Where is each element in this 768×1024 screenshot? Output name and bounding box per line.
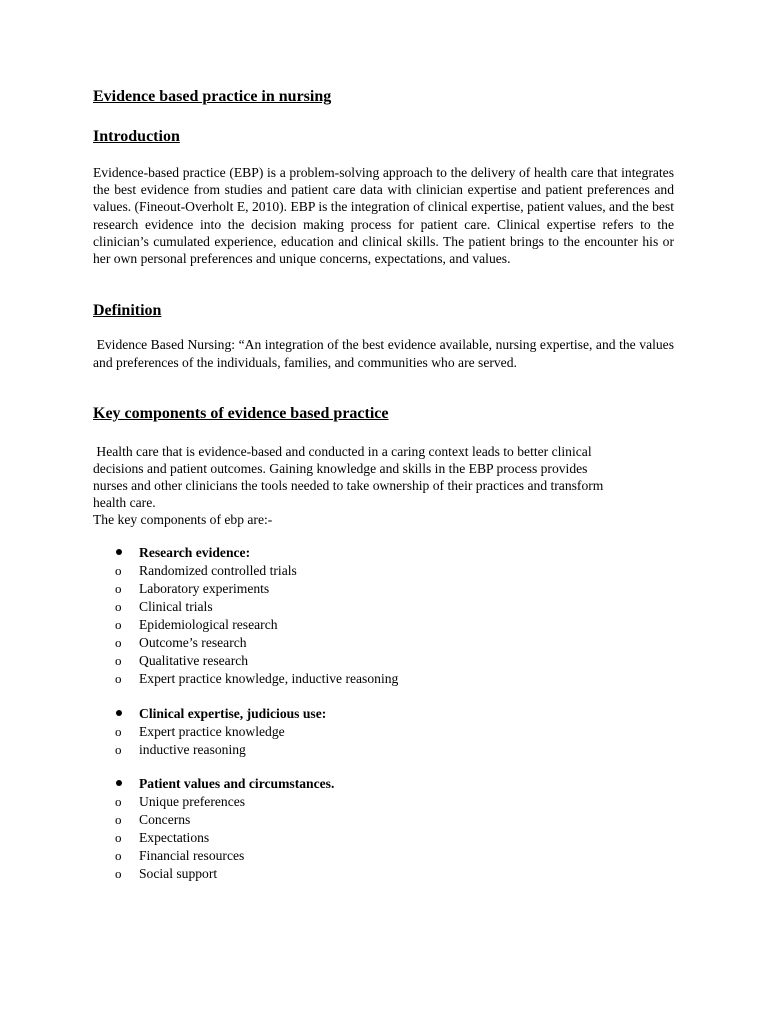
list-item-text: Qualitative research: [139, 653, 249, 668]
hollow-circle-bullet-icon: o: [115, 599, 122, 614]
document-title: Evidence based practice in nursing: [93, 88, 332, 105]
group-heading-row: [93, 775, 674, 793]
group-heading-row: [93, 705, 674, 723]
list-item: [93, 829, 674, 847]
hollow-circle-bullet-icon: o: [115, 635, 122, 650]
list-item: [93, 723, 674, 741]
hollow-circle-bullet-icon: o: [115, 866, 122, 881]
hollow-circle-bullet-icon: o: [115, 671, 122, 686]
hollow-circle-bullet-icon: o: [115, 812, 122, 827]
hollow-circle-bullet-icon: o: [115, 742, 122, 757]
list-item-text: Unique preferences: [139, 794, 246, 809]
list-item: [93, 580, 674, 598]
introduction-paragraph: Evidence-based practice (EBP) is a problem-solving approach to the delivery of health care that integrates the best evidence from studies and patient care data with clinician expertise and patient preferences and values. (Fineout-Overholt E, 2010). EBP is the integration of clinical expertise, patient values, and the best research evidence into the decision making process for patient care. Clinical expertise refers to the clinician’s cumulated experience, education and clinical skills. The patient brings to the encounter his or her own personal preferences and unique concerns, expectations, and values.: [93, 165, 674, 267]
list-item: [93, 847, 674, 865]
list-item-text: Social support: [139, 866, 218, 881]
hollow-circle-bullet-icon: o: [115, 617, 122, 632]
group-heading: Clinical expertise, judicious use:: [139, 706, 327, 721]
component-group-patient-values: [93, 775, 674, 883]
list-item-text: inductive reasoning: [139, 742, 246, 757]
hollow-circle-bullet-icon: o: [115, 794, 122, 809]
component-group-research-evidence: [93, 544, 674, 688]
list-item: [93, 670, 674, 688]
key-components-heading: Key components of evidence based practice: [93, 405, 389, 422]
list-item: [93, 562, 674, 580]
hollow-circle-bullet-icon: o: [115, 563, 122, 578]
hollow-circle-bullet-icon: o: [115, 830, 122, 845]
list-item: [93, 741, 674, 759]
list-item: [93, 811, 674, 829]
list-item-text: Expert practice knowledge: [139, 724, 285, 739]
list-item: [93, 793, 674, 811]
list-item: [93, 598, 674, 616]
hollow-circle-bullet-icon: o: [115, 724, 122, 739]
definition-heading: Definition: [93, 302, 162, 319]
hollow-circle-bullet-icon: o: [115, 581, 122, 596]
list-item-text: Epidemiological research: [139, 617, 278, 632]
list-item-text: Financial resources: [139, 848, 245, 863]
key-components-lead: The key components of ebp are:-: [93, 512, 273, 527]
list-item-text: Concerns: [139, 812, 191, 827]
group-heading: Patient values and circumstances.: [139, 776, 335, 791]
bullet-icon: [115, 775, 129, 793]
list-item-text: Clinical trials: [139, 599, 213, 614]
definition-paragraph: Evidence Based Nursing: “An integration of the best evidence available, nursing expertise, and the values and preferences of the individuals, families, and communities who are served.: [93, 337, 678, 370]
list-item: [93, 652, 674, 670]
group-heading: Research evidence:: [139, 545, 251, 560]
list-item-text: Outcome’s research: [139, 635, 247, 650]
bullet-icon: [115, 544, 129, 562]
key-components-paragraph: Health care that is evidence-based and conducted in a caring context leads to better clinical decisions and patient outcomes. Gaining knowledge and skills in the EBP process provides nurses and other clinicians the tools needed to take ownership of their practices and transform health care.: [93, 444, 604, 510]
group-heading-row: [93, 544, 674, 562]
list-item-text: Randomized controlled trials: [139, 563, 297, 578]
introduction-heading: Introduction: [93, 128, 180, 145]
list-item-text: Expert practice knowledge, inductive reasoning: [139, 671, 399, 686]
list-item-text: Expectations: [139, 830, 210, 845]
list-item: [93, 865, 674, 883]
component-group-clinical-expertise: [93, 705, 674, 759]
list-item-text: Laboratory experiments: [139, 581, 270, 596]
list-item: [93, 616, 674, 634]
bullet-icon: [115, 705, 129, 723]
list-item: [93, 634, 674, 652]
hollow-circle-bullet-icon: o: [115, 848, 122, 863]
hollow-circle-bullet-icon: o: [115, 653, 122, 668]
